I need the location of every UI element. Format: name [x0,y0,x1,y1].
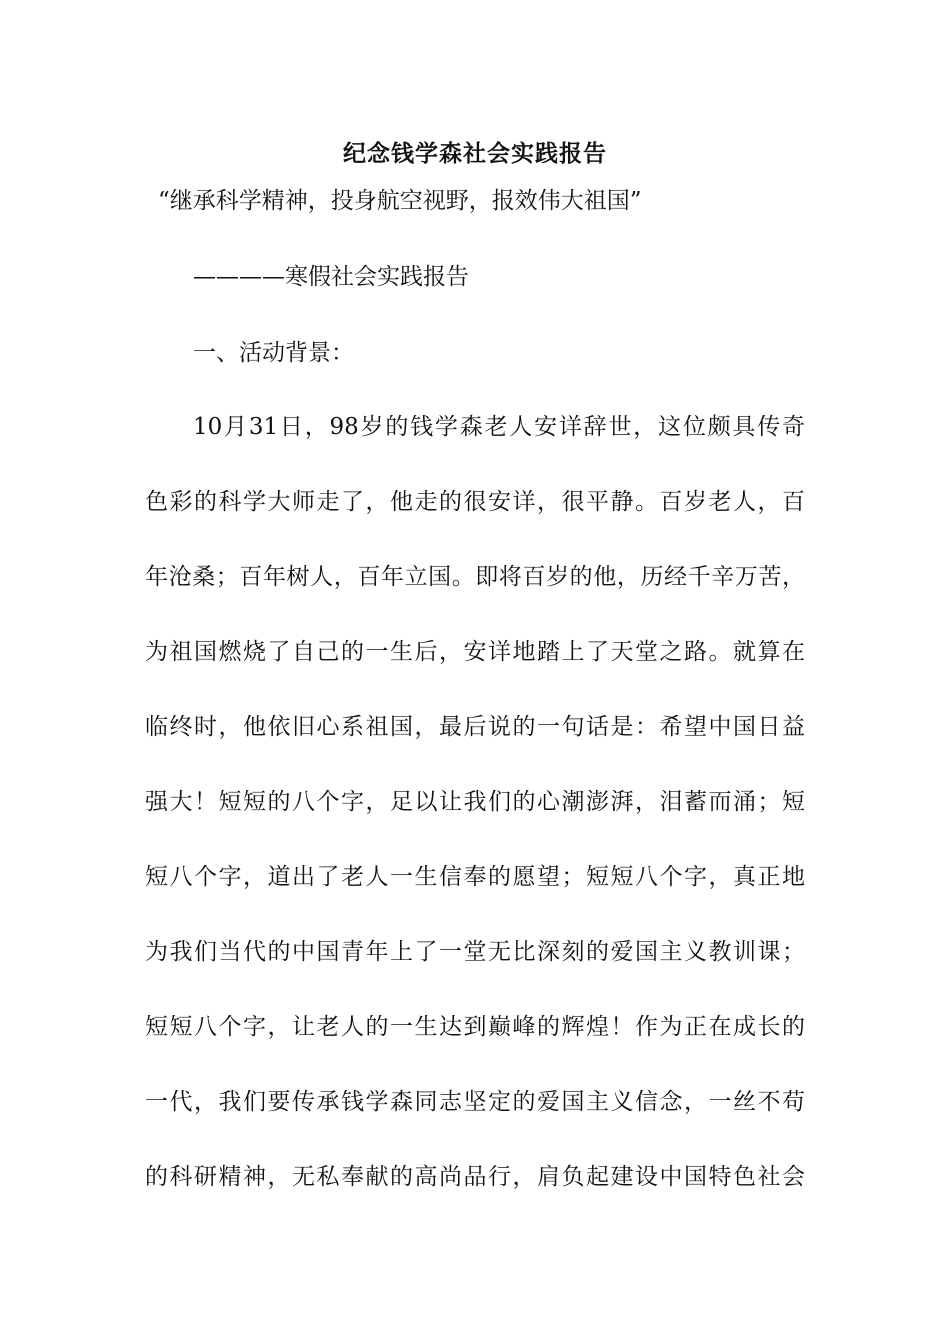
paragraph-line: 色彩的科学大师走了，他走的很安详，很平静。百岁老人，百 [145,489,805,515]
paragraph-line: 为祖国燃烧了自己的一生后，安详地踏上了天堂之路。就算在 [145,639,805,665]
document-title: 纪念钱学森社会实践报告 [343,140,607,167]
document-subtitle: “继承科学精神，投身航空视野，报效伟大祖国” [158,188,642,214]
paragraph-line: 短短八个字，让老人的一生达到巅峰的辉煌！作为正在成长的 [145,1014,805,1040]
paragraph-line: 为我们当代的中国青年上了一堂无比深刻的爱国主义教训课； [145,939,805,965]
paragraph-line: 一代，我们要传承钱学森同志坚定的爱国主义信念，一丝不苟 [145,1089,805,1115]
section-heading: 一、活动背景： [193,340,354,366]
paragraph-line: 年沧桑；百年树人，百年立国。即将百岁的他，历经千辛万苦， [145,564,805,590]
paragraph-line: 强大！短短的八个字，足以让我们的心潮澎湃，泪蓄而涌；短 [145,789,805,815]
report-type-line: ————寒假社会实践报告 [193,264,469,290]
paragraph-line: 的科研精神，无私奉献的高尚品行，肩负起建设中国特色社会 [145,1164,805,1190]
paragraph-line: 临终时，他依旧心系祖国，最后说的一句话是：希望中国日益 [145,714,805,740]
paragraph-line: 10月31日，98岁的钱学森老人安详辞世，这位颇具传奇 [193,414,805,440]
paragraph-line: 短八个字，道出了老人一生信奉的愿望；短短八个字，真正地 [145,864,805,890]
